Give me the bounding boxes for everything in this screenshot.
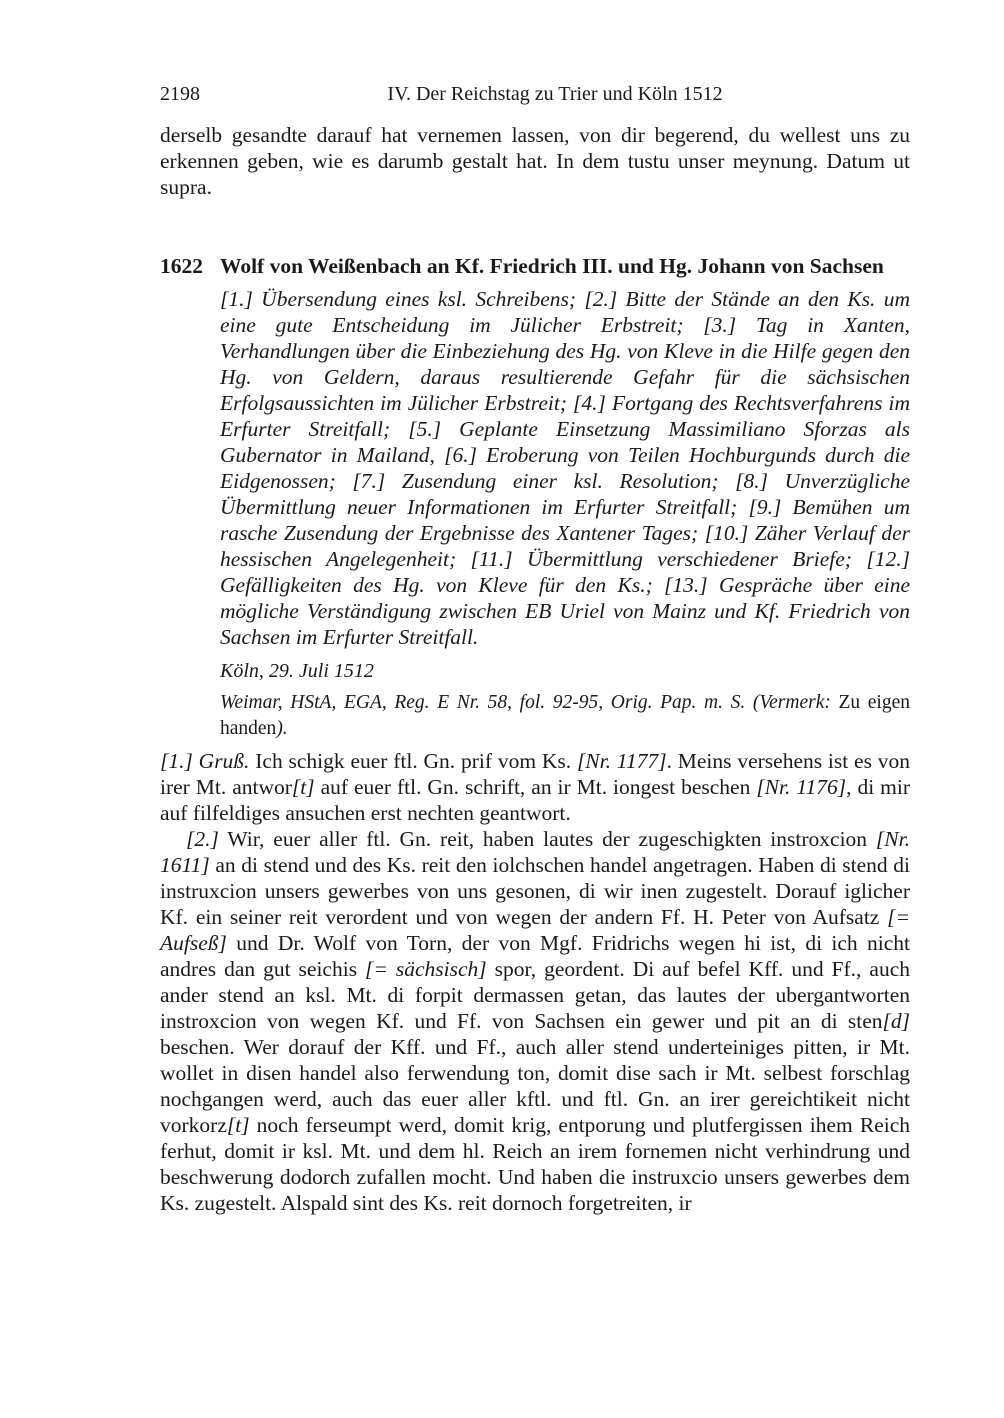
body-text-run: an di stend und des Ks. reit den iolchschen handel angetragen. Haben di stend di instruxcion unsers gewerbes von uns gesonen, di wir inen zugestelt. Dorauf iglicher Kf. ein seiner reit verordent und von wegen der andern Ff. H. Peter von Aufsatz [160, 853, 910, 929]
document-title: Wolf von Weißenbach an Kf. Friedrich III. und Hg. Johann von Sachsen [220, 254, 884, 278]
body-text-run: , di mir auf filfeldiges ansuchen erst nechten geantwort. [160, 775, 910, 825]
body-text-run: spor, geordent. Di auf befel Kff. und Ff., auch ander stend an ksl. Mt. di forpit dermassen getan, das lautes der ubergantworten instroxcion von wegen Kf. und Ff. von Sachsen ein gewer und pit an di sten [160, 957, 910, 1033]
reference-nr-1177: [Nr. 1177] [576, 749, 667, 773]
body-text-run: auf euer ftl. Gn. schrift, an ir Mt. iongest beschen [314, 775, 757, 799]
body-paragraph-2 [160, 826, 910, 1216]
continuation-paragraph: derselb gesandte darauf hat vernemen lassen, von dir begerend, du wellest uns zu erkennen geben, wie es darumb gestalt hat. In dem tustu unser meynung. Datum ut supra. [160, 123, 910, 199]
source-archive: Weimar, HStA, EGA, Reg. E Nr. 58, fol. 92-95, Orig. Pap. m. S. (Vermerk: [220, 692, 831, 713]
body-text-run: Wir, euer aller ftl. Gn. reit, haben lautes der zugeschigkten instroxcion [218, 827, 876, 851]
body-text-run: . Meins versehens ist es von irer Mt. antwor [160, 749, 910, 799]
page-number: 2198 [160, 83, 200, 105]
document-regest: [1.] Übersendung eines ksl. Schreibens; [2.] Bitte der Stände an den Ks. um eine gute Entscheidung im Jülicher Erbstreit; [3.] Tag in Xanten, Verhandlungen über die Einbeziehung des Hg. von Kleve in die Hilfe gegen den Hg. von Geldern, daraus resultierende Gefahr für die sächsischen Erfolgsaussichten im Jülicher Erbstreit; [4.] Fortgang des Rechtsverfahrens im Erfurter Streitfall; [5.] Geplante Einsetzung Massimiliano Sforzas als Gubernator in Mailand, [6.] Eroberung von Teilen Hochburgunds durch die Eidgenossen; [7.] Zusendung einer ksl. Resolution; [8.] Unverzügliche Übermittlung neuer Informationen im Erfurter Streitfall; [9.] Bemühen um rasche Zusendung der Ergebnisse des Xantener Tages; [10.] Zäher Verlauf der hessischen Angelegenheit; [11.] Übermittlung verschiedener Briefe; [12.] Gefälligkeiten des Hg. von Kleve für den Ks.; [13.] Gespräche über eine mögliche Verständigung zwischen EB Uriel von Mainz und Kf. Friedrich von Sachsen im Erfurter Streitfall. [220, 287, 910, 649]
running-head [160, 80, 910, 108]
source-note: Zu eigen handen [220, 692, 910, 739]
editorial-insert: [= Aufseß] [160, 905, 910, 955]
body-text-run: und Dr. Wolf von Torn, der von Mgf. Fridrichs wegen hi ist, di ich nicht andres dan gut seichis [160, 931, 910, 981]
source-close: ). [276, 718, 288, 739]
editorial-insert: [= sächsisch] [365, 957, 487, 981]
document-source [220, 690, 910, 742]
body-text-run: beschen. Wer dorauf der Kff. und Ff., auch aller stend underteiniges pitten, ir Mt. wollet in disen handel also ferwendung ton, domit dise sach ir Mt. selbest forschlag nochgangen werd, auch das euer aller kftl. und ftl. Gn. an irer gereichtikeit nicht vorkorz [160, 1035, 910, 1137]
editorial-insert: [d] [882, 1009, 910, 1033]
section-marker-1: [1.] Gruß. [160, 749, 250, 773]
body-text-run: noch ferseumpt werd, domit krig, entporung und plutfergissen ihem Reich ferhut, domit ir ksl. Mt. und dem hl. Reich an irem fornemen nicht verhindrung und beschwerung dodorch zufallen mocht. Und haben die instruxcio unsers gewerbes dem Ks. zugestelt. Alspald sint des Ks. reit dornoch forgetreiten, ir [160, 1113, 910, 1215]
body-paragraph-1 [160, 748, 910, 826]
document-date: Köln, 29. Juli 1512 [220, 660, 374, 682]
section-marker-2: [2.] [186, 827, 219, 851]
document-body [160, 748, 910, 1216]
page [160, 80, 910, 1216]
editorial-insert: [t] [226, 1113, 250, 1137]
reference-nr-1176: [Nr. 1176] [756, 775, 847, 799]
running-title: IV. Der Reichstag zu Trier und Köln 1512 [387, 83, 723, 105]
document-number: 1622 [160, 254, 203, 278]
editorial-insert: [t] [291, 775, 315, 799]
document-header [160, 252, 910, 280]
reference-nr-1611: [Nr. 1611] [160, 827, 910, 877]
body-text-run: Ich schigk euer ftl. Gn. prif vom Ks. [249, 749, 577, 773]
